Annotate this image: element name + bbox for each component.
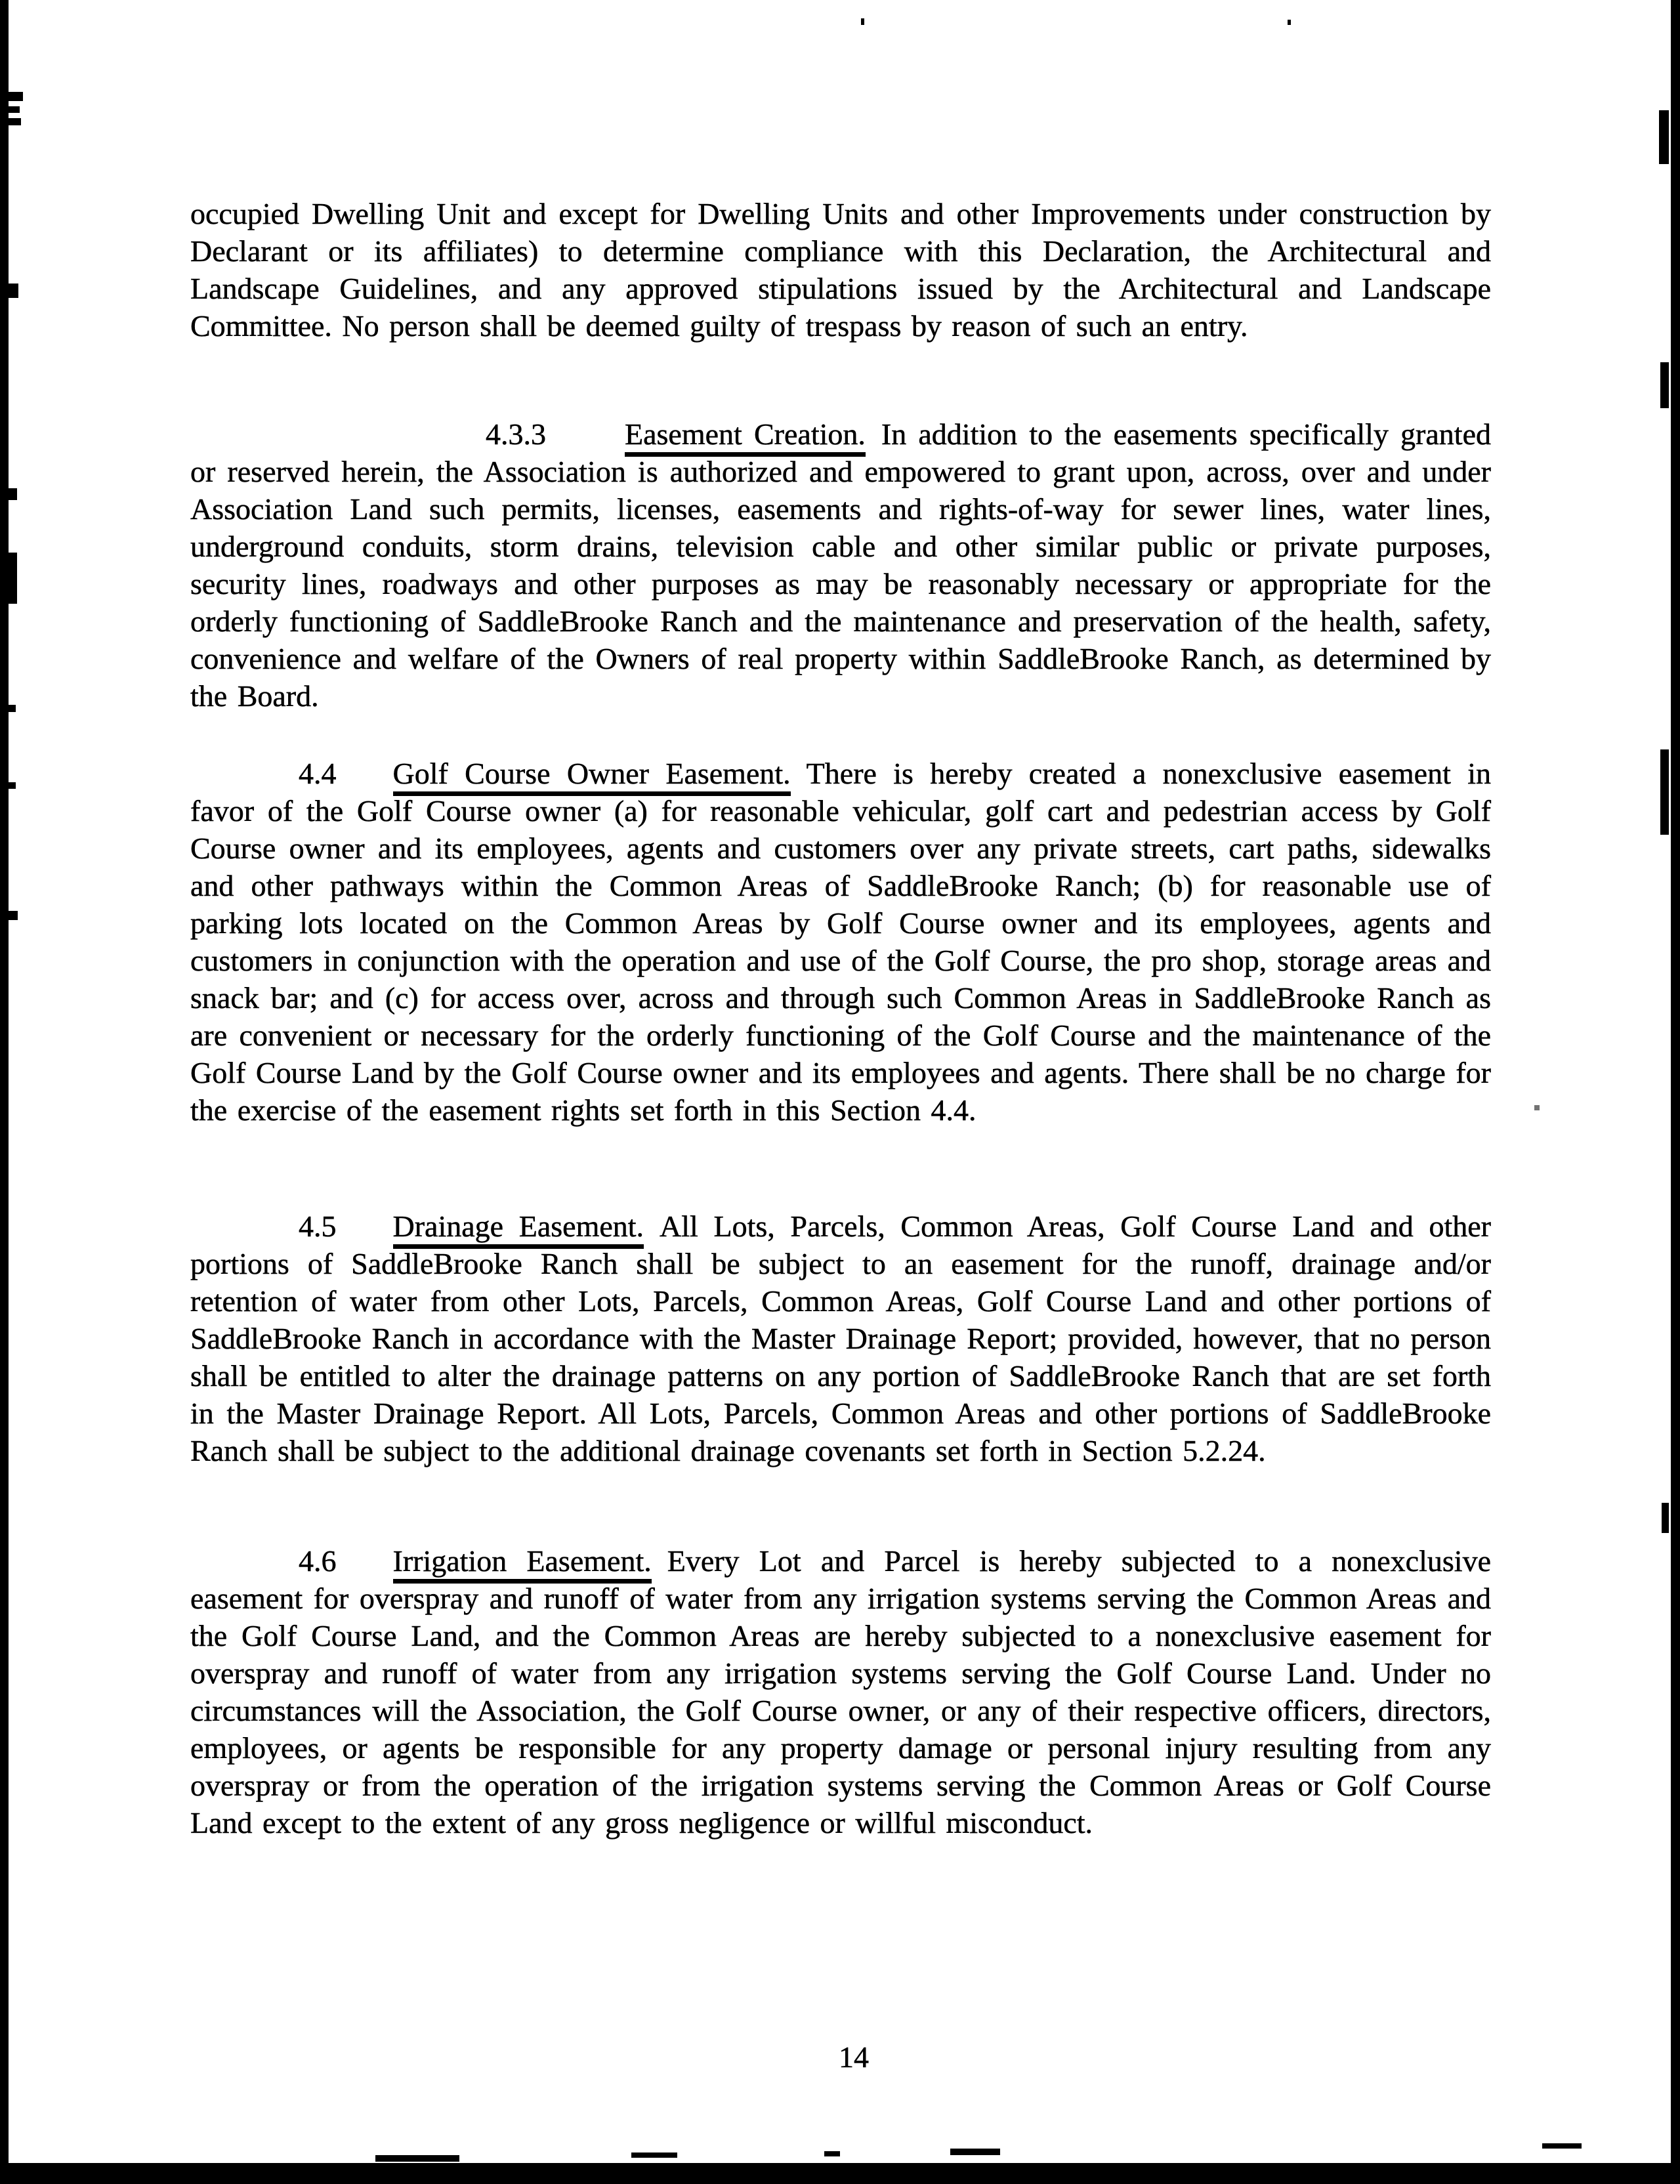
scan-artifact: [9, 782, 16, 789]
scan-artifact: [824, 2151, 840, 2156]
scan-artifact: [1534, 1105, 1540, 1110]
section-heading: Easement Creation.: [625, 417, 866, 457]
section-4-4: [190, 755, 1491, 1129]
scan-artifact: [9, 911, 18, 920]
section-number: 4.3.3: [486, 417, 546, 451]
scan-artifact: [9, 488, 17, 500]
scan-artifact: [9, 106, 20, 113]
scan-artifact: [9, 705, 16, 712]
section-body: In addition to the easements specifically granted or reserved herein, the Association is authorized and empowered to grant upon, across, over and under Association Land such permits, licenses, easements and rights-of-way for sewer lines, water lines, underground conduits, storm drains, television cable and other similar public or private purposes, security lines, roadways and other purposes as may be reasonably necessary or appropriate for the orderly functioning of SaddleBrooke Ranch and the maintenance and preservation of the health, safety, convenience and welfare of the Owners of real property within SaddleBrooke Ranch, as determined by the Board.: [190, 417, 1491, 713]
scan-artifact: [631, 2152, 677, 2158]
section-4-6: [190, 1542, 1491, 1841]
section-number: 4.4: [299, 757, 337, 790]
section-body: There is hereby created a nonexclusive easement in favor of the Golf Course owner (a) for reasonable vehicular, golf cart and pedestrian access by Golf Course owner and its employees, agents and customers over any private streets, cart paths, sidewalks and other pathways within the Common Areas of SaddleBrooke Ranch; (b) for reasonable use of parking lots located on the Common Areas by Golf Course owner and its employees, agents and customers in conjunction with the operation and use of the Golf Course, the pro shop, storage areas and snack bar; and (c) for access over, across and through such Common Areas in SaddleBrooke Ranch as are convenient or necessary for the orderly functioning of the Golf Course and the maintenance of the Golf Course Land by the Golf Course owner and its employees and agents. There shall be no charge for the exercise of the easement rights set forth in this Section 4.4.: [190, 757, 1491, 1127]
section-4-3-3: [190, 415, 1491, 715]
scan-artifact: [9, 553, 17, 604]
section-4-5: [190, 1208, 1491, 1469]
page-number: 14: [839, 2040, 869, 2074]
scan-artifact: [1660, 362, 1669, 408]
section-heading: Golf Course Owner Easement.: [393, 757, 791, 796]
section-body: All Lots, Parcels, Common Areas, Golf Course Land and other portions of SaddleBrooke Ranch shall be subject to an easement for the runoff, drainage and/or retention of water from other Lots, Parcels, Common Areas, Golf Course Land and other portions of SaddleBrooke Ranch in accordance with the Master Drainage Report; provided, however, that no person shall be entitled to alter the drainage patterns on any portion of SaddleBrooke Ranch that are set forth in the Master Drainage Report. All Lots, Parcels, Common Areas and other portions of SaddleBrooke Ranch shall be subject to the additional drainage covenants set forth in Section 5.2.24.: [190, 1209, 1491, 1467]
scan-artifact: [9, 118, 21, 125]
scan-artifact: [9, 92, 23, 101]
scan-artifact: [950, 2149, 1000, 2155]
section-heading: Irrigation Easement.: [393, 1544, 652, 1584]
scan-artifact: [861, 18, 864, 25]
scan-artifact: [1659, 110, 1669, 164]
scan-artifact: [9, 284, 18, 298]
scan-artifact: [1660, 749, 1669, 835]
scan-artifact: [1288, 20, 1291, 25]
scan-border-bottom: [0, 2163, 1680, 2184]
section-number: 4.6: [299, 1544, 337, 1578]
scan-artifact: [1662, 1503, 1669, 1533]
section-heading: Drainage Easement.: [393, 1209, 644, 1249]
section-body: Every Lot and Parcel is hereby subjected to a nonexclusive easement for overspray and runoff of water from any irrigation systems serving the Common Areas and the Golf Course Land, and the Common Areas are hereby subjected to a nonexclusive easement for overspray and runoff of water from any irrigation systems serving the Golf Course Land. Under no circumstances will the Association, the Golf Course owner, or any of their respective officers, directors, employees, or agents be responsible for any property damage or personal injury resulting from any overspray or from the operation of the irrigation systems serving the Common Areas or Golf Course Land except to the extent of any gross negligence or willful misconduct.: [190, 1544, 1491, 1839]
scan-border-right: [1671, 0, 1680, 2184]
scan-artifact: [375, 2155, 459, 2162]
paragraph-continuation: occupied Dwelling Unit and except for Dwelling Units and other Improvements under construction by Declarant or its affiliates) to determine compliance with this Declaration, the Architectural and Landscape Guidelines, and any approved stipulations issued by the Architectural and Landscape Committee. No person shall be deemed guilty of trespass by reason of such an entry.: [190, 197, 1491, 343]
scan-artifact: [1542, 2143, 1582, 2149]
section-number: 4.5: [299, 1209, 337, 1243]
scan-border-left: [0, 0, 9, 2184]
